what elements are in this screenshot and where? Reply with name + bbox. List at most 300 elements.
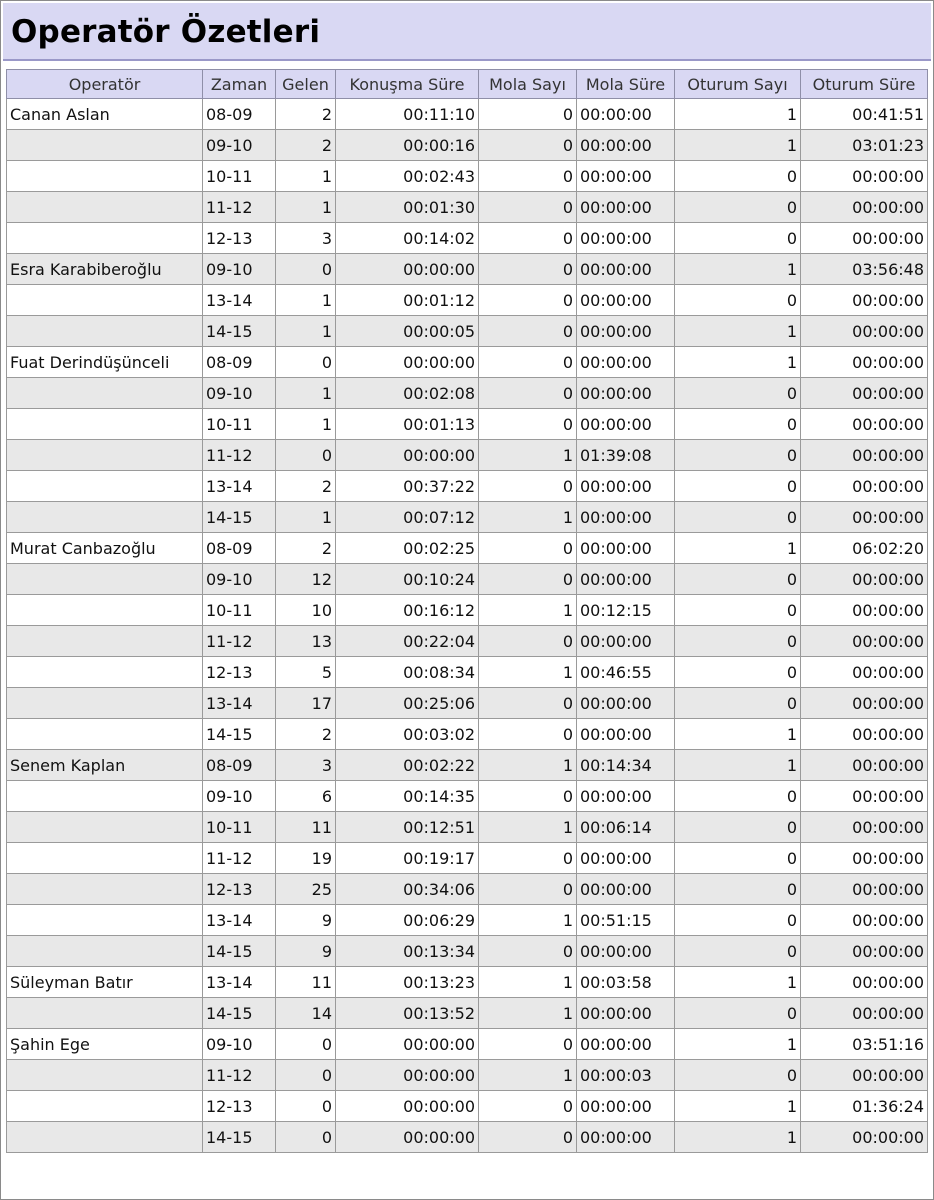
cell-operator [7, 130, 203, 161]
cell-mola-sure: 00:00:00 [577, 99, 675, 130]
cell-zaman: 10-11 [203, 595, 276, 626]
cell-oturum-sayi: 1 [675, 1122, 801, 1153]
table-row [7, 595, 928, 626]
cell-oturum-sayi: 0 [675, 688, 801, 719]
cell-konusma-sure: 00:10:24 [336, 564, 479, 595]
cell-konusma-sure: 00:12:51 [336, 812, 479, 843]
cell-oturum-sayi: 0 [675, 843, 801, 874]
cell-gelen: 10 [276, 595, 336, 626]
cell-operator: Şahin Ege [7, 1029, 203, 1060]
cell-operator [7, 688, 203, 719]
cell-mola-sayi: 0 [479, 874, 577, 905]
cell-operator [7, 781, 203, 812]
cell-gelen: 9 [276, 905, 336, 936]
cell-mola-sayi: 0 [479, 130, 577, 161]
column-header-oturum-sayi[interactable]: Oturum Sayı [675, 70, 801, 99]
cell-mola-sure: 00:00:00 [577, 874, 675, 905]
column-header-mola-sure[interactable]: Mola Süre [577, 70, 675, 99]
cell-oturum-sure: 00:00:00 [801, 1060, 928, 1091]
table-row [7, 347, 928, 378]
cell-zaman: 12-13 [203, 1091, 276, 1122]
cell-oturum-sure: 03:01:23 [801, 130, 928, 161]
cell-oturum-sayi: 1 [675, 1091, 801, 1122]
cell-oturum-sayi: 1 [675, 533, 801, 564]
cell-mola-sure: 00:03:58 [577, 967, 675, 998]
cell-oturum-sayi: 0 [675, 998, 801, 1029]
cell-mola-sure: 00:00:00 [577, 1091, 675, 1122]
table-row [7, 223, 928, 254]
cell-operator [7, 223, 203, 254]
cell-oturum-sayi: 0 [675, 564, 801, 595]
cell-mola-sayi: 0 [479, 533, 577, 564]
cell-operator [7, 564, 203, 595]
cell-zaman: 14-15 [203, 998, 276, 1029]
table-header [7, 70, 928, 99]
cell-mola-sayi: 1 [479, 595, 577, 626]
table-row [7, 998, 928, 1029]
cell-mola-sure: 00:00:03 [577, 1060, 675, 1091]
cell-mola-sure: 00:00:00 [577, 1122, 675, 1153]
cell-konusma-sure: 00:01:12 [336, 285, 479, 316]
cell-oturum-sure: 00:00:00 [801, 998, 928, 1029]
cell-operator [7, 192, 203, 223]
cell-gelen: 19 [276, 843, 336, 874]
cell-mola-sure: 00:00:00 [577, 533, 675, 564]
cell-oturum-sayi: 0 [675, 409, 801, 440]
cell-operator [7, 905, 203, 936]
cell-gelen: 0 [276, 347, 336, 378]
cell-zaman: 09-10 [203, 254, 276, 285]
cell-mola-sayi: 0 [479, 1122, 577, 1153]
cell-oturum-sure: 00:00:00 [801, 192, 928, 223]
cell-konusma-sure: 00:02:43 [336, 161, 479, 192]
cell-mola-sayi: 0 [479, 843, 577, 874]
cell-oturum-sure: 03:56:48 [801, 254, 928, 285]
column-header-operator[interactable]: Operatör [7, 70, 203, 99]
table-row [7, 440, 928, 471]
cell-operator [7, 719, 203, 750]
cell-mola-sayi: 0 [479, 564, 577, 595]
cell-mola-sayi: 0 [479, 192, 577, 223]
cell-gelen: 1 [276, 378, 336, 409]
cell-operator [7, 812, 203, 843]
cell-oturum-sayi: 0 [675, 905, 801, 936]
cell-mola-sayi: 0 [479, 781, 577, 812]
cell-operator [7, 1122, 203, 1153]
cell-gelen: 2 [276, 99, 336, 130]
cell-mola-sayi: 1 [479, 657, 577, 688]
cell-konusma-sure: 00:07:12 [336, 502, 479, 533]
cell-mola-sure: 00:00:00 [577, 316, 675, 347]
table-row [7, 688, 928, 719]
cell-gelen: 14 [276, 998, 336, 1029]
cell-konusma-sure: 00:25:06 [336, 688, 479, 719]
cell-konusma-sure: 00:00:05 [336, 316, 479, 347]
table-row [7, 967, 928, 998]
cell-mola-sure: 00:00:00 [577, 843, 675, 874]
cell-konusma-sure: 00:19:17 [336, 843, 479, 874]
cell-mola-sure: 00:00:00 [577, 688, 675, 719]
cell-mola-sure: 00:00:00 [577, 471, 675, 502]
cell-operator [7, 440, 203, 471]
cell-gelen: 1 [276, 192, 336, 223]
cell-oturum-sure: 00:00:00 [801, 316, 928, 347]
cell-mola-sayi: 1 [479, 967, 577, 998]
cell-oturum-sure: 00:00:00 [801, 161, 928, 192]
cell-konusma-sure: 00:11:10 [336, 99, 479, 130]
table-row [7, 409, 928, 440]
cell-oturum-sayi: 0 [675, 285, 801, 316]
cell-gelen: 25 [276, 874, 336, 905]
cell-oturum-sure: 06:02:20 [801, 533, 928, 564]
cell-konusma-sure: 00:34:06 [336, 874, 479, 905]
cell-mola-sure: 00:00:00 [577, 409, 675, 440]
cell-mola-sayi: 0 [479, 719, 577, 750]
cell-oturum-sayi: 0 [675, 440, 801, 471]
cell-gelen: 2 [276, 533, 336, 564]
table-row [7, 502, 928, 533]
cell-gelen: 0 [276, 1091, 336, 1122]
cell-zaman: 08-09 [203, 347, 276, 378]
cell-oturum-sayi: 1 [675, 750, 801, 781]
cell-operator [7, 316, 203, 347]
cell-gelen: 3 [276, 223, 336, 254]
cell-mola-sure: 00:00:00 [577, 130, 675, 161]
cell-zaman: 11-12 [203, 626, 276, 657]
table-row [7, 781, 928, 812]
page-title: Operatör Özetleri [11, 14, 321, 50]
cell-oturum-sure: 00:00:00 [801, 378, 928, 409]
table-row [7, 1122, 928, 1153]
cell-operator [7, 471, 203, 502]
cell-operator [7, 874, 203, 905]
cell-zaman: 10-11 [203, 161, 276, 192]
cell-oturum-sayi: 1 [675, 1029, 801, 1060]
cell-oturum-sure: 00:00:00 [801, 440, 928, 471]
cell-konusma-sure: 00:02:22 [336, 750, 479, 781]
cell-konusma-sure: 00:00:00 [336, 1122, 479, 1153]
cell-oturum-sayi: 1 [675, 99, 801, 130]
cell-konusma-sure: 00:00:16 [336, 130, 479, 161]
cell-mola-sayi: 1 [479, 750, 577, 781]
cell-operator: Esra Karabiberoğlu [7, 254, 203, 285]
cell-mola-sayi: 1 [479, 440, 577, 471]
cell-konusma-sure: 00:14:35 [336, 781, 479, 812]
cell-oturum-sure: 00:00:00 [801, 905, 928, 936]
cell-zaman: 08-09 [203, 533, 276, 564]
table-row [7, 533, 928, 564]
cell-oturum-sure: 00:00:00 [801, 223, 928, 254]
cell-mola-sure: 01:39:08 [577, 440, 675, 471]
table-row [7, 161, 928, 192]
cell-gelen: 1 [276, 285, 336, 316]
cell-konusma-sure: 00:00:00 [336, 347, 479, 378]
table-row [7, 657, 928, 688]
cell-mola-sayi: 0 [479, 1091, 577, 1122]
cell-zaman: 12-13 [203, 223, 276, 254]
cell-konusma-sure: 00:22:04 [336, 626, 479, 657]
cell-gelen: 0 [276, 1029, 336, 1060]
cell-gelen: 1 [276, 409, 336, 440]
cell-mola-sayi: 1 [479, 812, 577, 843]
cell-mola-sure: 00:12:15 [577, 595, 675, 626]
cell-mola-sayi: 1 [479, 998, 577, 1029]
cell-oturum-sure: 00:00:00 [801, 657, 928, 688]
cell-oturum-sayi: 0 [675, 595, 801, 626]
cell-gelen: 12 [276, 564, 336, 595]
cell-oturum-sure: 00:00:00 [801, 285, 928, 316]
cell-konusma-sure: 00:01:30 [336, 192, 479, 223]
cell-konusma-sure: 00:00:00 [336, 440, 479, 471]
cell-mola-sayi: 0 [479, 409, 577, 440]
cell-konusma-sure: 00:37:22 [336, 471, 479, 502]
table-row [7, 192, 928, 223]
column-header-oturum-sure[interactable]: Oturum Süre [801, 70, 928, 99]
cell-gelen: 5 [276, 657, 336, 688]
column-header-konusma-sure[interactable]: Konuşma Süre [336, 70, 479, 99]
table-row [7, 812, 928, 843]
cell-mola-sure: 00:51:15 [577, 905, 675, 936]
cell-konusma-sure: 00:02:25 [336, 533, 479, 564]
table-row [7, 843, 928, 874]
cell-konusma-sure: 00:00:00 [336, 1091, 479, 1122]
cell-oturum-sure: 00:00:00 [801, 967, 928, 998]
table-row [7, 1029, 928, 1060]
cell-zaman: 08-09 [203, 750, 276, 781]
cell-oturum-sayi: 0 [675, 192, 801, 223]
table-row [7, 254, 928, 285]
cell-operator [7, 998, 203, 1029]
table-row [7, 99, 928, 130]
cell-zaman: 09-10 [203, 378, 276, 409]
cell-oturum-sayi: 0 [675, 781, 801, 812]
cell-operator: Senem Kaplan [7, 750, 203, 781]
cell-konusma-sure: 00:00:00 [336, 254, 479, 285]
cell-zaman: 10-11 [203, 812, 276, 843]
table-row [7, 378, 928, 409]
cell-gelen: 0 [276, 254, 336, 285]
cell-zaman: 09-10 [203, 1029, 276, 1060]
cell-oturum-sure: 00:00:00 [801, 595, 928, 626]
cell-mola-sayi: 0 [479, 99, 577, 130]
cell-oturum-sure: 00:00:00 [801, 874, 928, 905]
table-row [7, 471, 928, 502]
title-bar [3, 3, 931, 61]
cell-konusma-sure: 00:06:29 [336, 905, 479, 936]
cell-konusma-sure: 00:02:08 [336, 378, 479, 409]
cell-mola-sayi: 0 [479, 471, 577, 502]
cell-operator [7, 626, 203, 657]
cell-mola-sayi: 0 [479, 1029, 577, 1060]
table-row [7, 564, 928, 595]
cell-mola-sure: 00:00:00 [577, 998, 675, 1029]
cell-operator: Fuat Derindüşünceli [7, 347, 203, 378]
cell-oturum-sure: 00:00:00 [801, 347, 928, 378]
cell-oturum-sure: 00:00:00 [801, 1122, 928, 1153]
cell-mola-sayi: 1 [479, 502, 577, 533]
cell-mola-sayi: 0 [479, 223, 577, 254]
operator-summary-table [6, 69, 928, 1153]
table-row [7, 905, 928, 936]
cell-oturum-sayi: 1 [675, 347, 801, 378]
cell-zaman: 14-15 [203, 502, 276, 533]
cell-mola-sayi: 0 [479, 254, 577, 285]
cell-oturum-sayi: 1 [675, 719, 801, 750]
cell-oturum-sure: 01:36:24 [801, 1091, 928, 1122]
table-row [7, 316, 928, 347]
cell-oturum-sayi: 0 [675, 1060, 801, 1091]
cell-konusma-sure: 00:08:34 [336, 657, 479, 688]
cell-zaman: 09-10 [203, 781, 276, 812]
cell-gelen: 0 [276, 1060, 336, 1091]
cell-konusma-sure: 00:14:02 [336, 223, 479, 254]
cell-zaman: 13-14 [203, 471, 276, 502]
cell-zaman: 09-10 [203, 564, 276, 595]
cell-gelen: 3 [276, 750, 336, 781]
cell-mola-sure: 00:46:55 [577, 657, 675, 688]
cell-zaman: 14-15 [203, 316, 276, 347]
cell-mola-sure: 00:00:00 [577, 781, 675, 812]
cell-mola-sayi: 1 [479, 905, 577, 936]
cell-konusma-sure: 00:03:02 [336, 719, 479, 750]
cell-oturum-sayi: 0 [675, 161, 801, 192]
cell-oturum-sayi: 0 [675, 223, 801, 254]
cell-zaman: 11-12 [203, 192, 276, 223]
cell-oturum-sayi: 1 [675, 316, 801, 347]
cell-mola-sure: 00:00:00 [577, 378, 675, 409]
column-header-gelen[interactable]: Gelen [276, 70, 336, 99]
cell-mola-sayi: 0 [479, 316, 577, 347]
cell-mola-sure: 00:14:34 [577, 750, 675, 781]
cell-operator: Murat Canbazoğlu [7, 533, 203, 564]
cell-oturum-sure: 00:00:00 [801, 750, 928, 781]
cell-oturum-sure: 00:41:51 [801, 99, 928, 130]
cell-zaman: 14-15 [203, 719, 276, 750]
column-header-mola-sayi[interactable]: Mola Sayı [479, 70, 577, 99]
cell-oturum-sure: 00:00:00 [801, 812, 928, 843]
column-header-zaman[interactable]: Zaman [203, 70, 276, 99]
cell-mola-sure: 00:00:00 [577, 719, 675, 750]
table-row [7, 626, 928, 657]
cell-operator [7, 285, 203, 316]
cell-oturum-sure: 00:00:00 [801, 471, 928, 502]
cell-oturum-sure: 03:51:16 [801, 1029, 928, 1060]
table-row [7, 130, 928, 161]
table-row [7, 874, 928, 905]
cell-mola-sayi: 1 [479, 1060, 577, 1091]
cell-operator [7, 161, 203, 192]
cell-konusma-sure: 00:00:00 [336, 1029, 479, 1060]
cell-zaman: 13-14 [203, 967, 276, 998]
cell-konusma-sure: 00:13:23 [336, 967, 479, 998]
cell-mola-sure: 00:00:00 [577, 564, 675, 595]
cell-mola-sure: 00:00:00 [577, 347, 675, 378]
cell-gelen: 0 [276, 440, 336, 471]
cell-zaman: 13-14 [203, 905, 276, 936]
cell-oturum-sayi: 0 [675, 378, 801, 409]
cell-operator [7, 409, 203, 440]
cell-gelen: 13 [276, 626, 336, 657]
cell-operator [7, 1091, 203, 1122]
cell-mola-sayi: 0 [479, 378, 577, 409]
cell-operator [7, 502, 203, 533]
cell-gelen: 6 [276, 781, 336, 812]
cell-mola-sayi: 0 [479, 285, 577, 316]
cell-gelen: 1 [276, 161, 336, 192]
cell-mola-sayi: 0 [479, 161, 577, 192]
cell-oturum-sayi: 1 [675, 254, 801, 285]
table-row [7, 285, 928, 316]
cell-mola-sure: 00:00:00 [577, 1029, 675, 1060]
cell-konusma-sure: 00:01:13 [336, 409, 479, 440]
cell-oturum-sayi: 0 [675, 471, 801, 502]
cell-mola-sure: 00:00:00 [577, 936, 675, 967]
table-row [7, 936, 928, 967]
cell-gelen: 2 [276, 471, 336, 502]
cell-operator [7, 843, 203, 874]
cell-oturum-sure: 00:00:00 [801, 409, 928, 440]
cell-gelen: 2 [276, 130, 336, 161]
cell-oturum-sayi: 0 [675, 874, 801, 905]
cell-zaman: 14-15 [203, 1122, 276, 1153]
cell-gelen: 2 [276, 719, 336, 750]
cell-gelen: 9 [276, 936, 336, 967]
cell-oturum-sayi: 1 [675, 130, 801, 161]
cell-gelen: 11 [276, 812, 336, 843]
cell-oturum-sure: 00:00:00 [801, 564, 928, 595]
table-row [7, 1060, 928, 1091]
cell-konusma-sure: 00:16:12 [336, 595, 479, 626]
cell-zaman: 11-12 [203, 440, 276, 471]
cell-oturum-sayi: 0 [675, 626, 801, 657]
cell-operator [7, 657, 203, 688]
cell-oturum-sayi: 0 [675, 502, 801, 533]
cell-zaman: 13-14 [203, 285, 276, 316]
cell-konusma-sure: 00:00:00 [336, 1060, 479, 1091]
cell-mola-sure: 00:00:00 [577, 161, 675, 192]
cell-zaman: 12-13 [203, 657, 276, 688]
cell-operator: Süleyman Batır [7, 967, 203, 998]
cell-gelen: 11 [276, 967, 336, 998]
cell-zaman: 11-12 [203, 843, 276, 874]
table-row [7, 719, 928, 750]
cell-mola-sure: 00:00:00 [577, 626, 675, 657]
cell-mola-sure: 00:00:00 [577, 254, 675, 285]
header-row [7, 70, 928, 99]
cell-oturum-sayi: 0 [675, 936, 801, 967]
cell-zaman: 10-11 [203, 409, 276, 440]
cell-zaman: 08-09 [203, 99, 276, 130]
cell-zaman: 11-12 [203, 1060, 276, 1091]
cell-operator [7, 936, 203, 967]
cell-mola-sayi: 0 [479, 626, 577, 657]
cell-konusma-sure: 00:13:52 [336, 998, 479, 1029]
cell-mola-sure: 00:00:00 [577, 223, 675, 254]
cell-mola-sure: 00:00:00 [577, 285, 675, 316]
cell-oturum-sure: 00:00:00 [801, 688, 928, 719]
table-row [7, 1091, 928, 1122]
table-row [7, 750, 928, 781]
cell-oturum-sayi: 0 [675, 657, 801, 688]
cell-zaman: 12-13 [203, 874, 276, 905]
cell-gelen: 1 [276, 502, 336, 533]
cell-zaman: 09-10 [203, 130, 276, 161]
table-body [7, 99, 928, 1153]
cell-oturum-sayi: 1 [675, 967, 801, 998]
cell-operator: Canan Aslan [7, 99, 203, 130]
cell-operator [7, 378, 203, 409]
cell-mola-sayi: 0 [479, 688, 577, 719]
